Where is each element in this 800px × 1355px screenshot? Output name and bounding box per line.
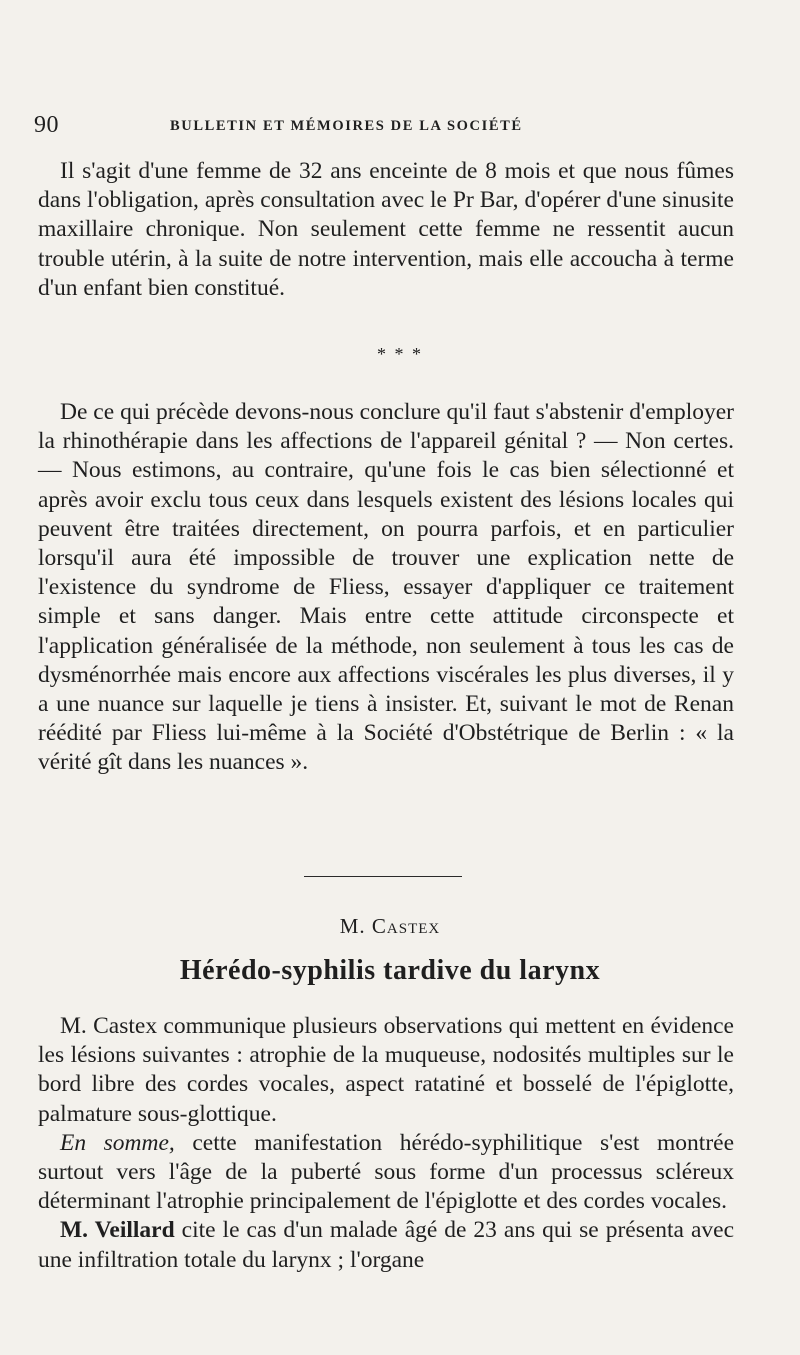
section-divider (304, 876, 462, 877)
section-author: M. Castex (339, 914, 441, 938)
running-head: BULLETIN ET MÉMOIRES DE LA SOCIÉTÉ (170, 118, 523, 134)
paragraph-conclusion (38, 398, 734, 778)
paragraph-case-report (38, 157, 734, 303)
paragraph-text: De ce qui précède devons-nous conclure qu'il faut s'abstenir d'employer la rhinothérapie dans les affections de l'appareil génital ? — Non certes. — Nous estimons, au contraire, qu'une fois le cas bien sélectionné et après avoir exclu tous ceux dans lesquels existent des lésions locales qui peuvent être traitées directement, on pourra parfois, et en particulier lorsqu'il aura été impossible de trouver une explication nette de l'existence du syndrome de Fliess, essayer d'appliquer ce traitement simple et sans danger. Mais entre cette attitude circonspecte et l'application généralisée de la méthode, non seulement à tous les cas de dysménorrhée mais encore aux affections viscérales les plus diverses, il y a une nuance sur laquelle je tiens à insister. Et, suivant le mot de Renan réédité par Fliess lui-même à la Société d'Obstétrique de Berlin : « la vérité gît dans les nuances ». (38, 399, 734, 776)
paragraph-observations: M. Castex communique plusieurs observations qui mettent en évidence les lésions suivantes : atrophie de la muqueuse, nodosités multiples sur le bord libre des cordes vocales, aspect ratatiné et bosselé de l'épiglotte, palmature sous-glottique. (38, 1013, 734, 1127)
section-body (38, 1012, 734, 1275)
asterism-separator: * * * (377, 344, 423, 364)
paragraph-text: Il s'agit d'une femme de 32 ans enceinte de 8 mois et que nous fûmes dans l'obligation, après consultation avec le Pr Bar, d'opérer d'une sinusite maxillaire chronique. Non seulement cette femme ne ressentit aucun trouble utérin, à la suite de notre intervention, mais elle accoucha à terme d'un enfant bien constitué. (38, 158, 734, 301)
summary-lead: En somme, (60, 1129, 175, 1156)
speaker-name: M. Veillard (60, 1217, 175, 1244)
veillard-text: cite le cas d'un malade âgé de 23 ans qui se présenta avec une infiltration totale du larynx ; l'organe (38, 1217, 734, 1273)
section-title: Hérédo-syphilis tardive du larynx (179, 955, 601, 986)
paragraph-veillard (38, 1216, 734, 1274)
page-header (34, 112, 734, 142)
summary-text: cette manifestation hérédo-syphilitique s'est montrée surtout vers l'âge de la puberté sous forme d'un processus scléreux déterminant l'atrophie principalement de l'épiglotte et des cordes vocales. (38, 1129, 734, 1215)
page-number: 90 (34, 112, 59, 138)
paragraph-summary (38, 1129, 734, 1217)
